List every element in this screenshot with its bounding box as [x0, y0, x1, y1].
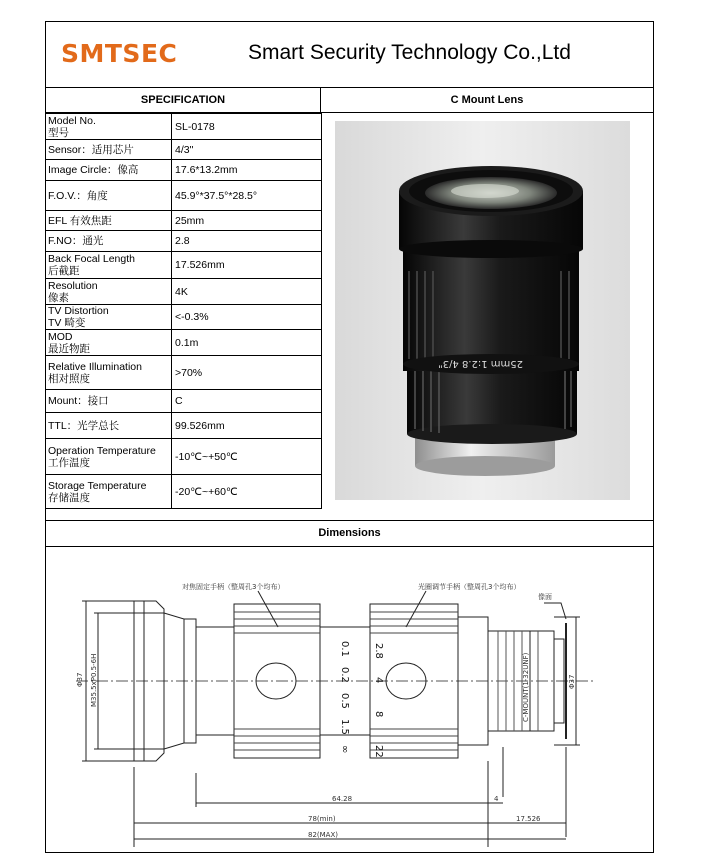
spec-row: [46, 160, 322, 181]
spec-row: [46, 211, 322, 231]
spec-label-cn: TV 畸变: [48, 317, 86, 329]
spec-label-cell: [46, 114, 172, 140]
spec-value: -10℃~+50℃: [172, 439, 322, 475]
spec-label: Back Focal Length: [48, 253, 135, 265]
spec-label: Mount：接口: [48, 395, 109, 407]
company-name: Smart Security Technology Co.,Ltd: [248, 41, 571, 64]
spec-label-cn: 型号: [48, 126, 69, 139]
spec-label: Resolution: [48, 279, 98, 292]
spec-row: [46, 279, 322, 305]
spec-row: [46, 356, 322, 390]
dim-78: 78(min): [308, 815, 336, 823]
spec-label-cell: [46, 231, 172, 252]
spec-value: 2.8: [172, 231, 322, 252]
spec-label-cell: [46, 181, 172, 211]
note-focus-handle: 对焦固定手柄（整周孔3个均布）: [182, 583, 285, 591]
spec-label-cn: 后截距: [48, 265, 80, 277]
label-diam-left: Φ37: [76, 672, 84, 687]
spec-label: F.O.V.：角度: [48, 189, 108, 202]
spec-value: 99.526mm: [172, 413, 322, 439]
spec-value: 45.9°*37.5°*28.5°: [172, 181, 322, 211]
spec-label: Relative Illumination: [48, 360, 142, 373]
spec-value: C: [172, 390, 322, 413]
spec-label-cell: [46, 252, 172, 279]
spec-label: Sensor：适用芯片: [48, 143, 134, 156]
label-diam-right: Φ37: [568, 674, 576, 689]
spec-label-cn: 像素: [48, 291, 69, 304]
technical-drawing: [46, 547, 653, 852]
spec-label: Storage Temperature: [48, 479, 147, 492]
note-aperture-handle: 光圈调节手柄（整周孔3个均布）: [418, 583, 521, 591]
spec-value: <-0.3%: [172, 305, 322, 330]
spec-label-cn: 存储温度: [48, 491, 90, 504]
spec-value: >70%: [172, 356, 322, 390]
spec-label: Image Circle：像高: [48, 164, 139, 176]
spec-row: [46, 181, 322, 211]
spec-label: F.NO：通光: [48, 235, 104, 247]
spec-row: [46, 231, 322, 252]
spec-row: [46, 140, 322, 160]
spec-label: EFL 有效焦距: [48, 214, 112, 227]
spec-label-cell: [46, 305, 172, 330]
spec-row: [46, 475, 322, 509]
spec-row: [46, 439, 322, 475]
dim-17: 17.526: [516, 815, 541, 823]
focus-scale-mark: 0.1: [339, 641, 350, 657]
spec-row: [46, 413, 322, 439]
spec-label-cell: [46, 413, 172, 439]
focus-scale-mark: 0.2: [339, 667, 350, 683]
spec-label-cn: 相对照度: [48, 372, 90, 385]
spec-label: Model No.: [48, 114, 96, 127]
lens-heading: C Mount Lens: [321, 87, 653, 113]
aperture-scale-mark: 22: [373, 745, 384, 758]
spec-value: 17.526mm: [172, 252, 322, 279]
spec-label-cell: [46, 211, 172, 231]
spec-label: Operation Temperature: [48, 444, 156, 457]
spec-label-cn: 工作温度: [48, 456, 90, 469]
lens-photo: [335, 121, 630, 500]
spec-label: MOD: [48, 330, 73, 343]
aperture-scale-mark: 2.8: [373, 643, 384, 659]
spec-row: [46, 114, 322, 140]
spec-value: 25mm: [172, 211, 322, 231]
spec-row: [46, 330, 322, 356]
spec-label-cell: [46, 160, 172, 181]
aperture-scale-mark: 4: [373, 677, 384, 684]
company-logo: SMTSEC: [61, 39, 178, 68]
spec-sheet: [45, 21, 654, 853]
dimension-drawing: [46, 547, 653, 852]
spec-label: TTL：光学总长: [48, 419, 120, 432]
focus-scale-mark: ∞: [339, 745, 350, 754]
aperture-scale-mark: 8: [373, 711, 384, 718]
lens-photo-image: [335, 121, 630, 500]
spec-row: [46, 252, 322, 279]
dim-82: 82(MAX): [308, 831, 338, 839]
spec-table: [46, 113, 322, 509]
dimensions-heading: Dimensions: [46, 520, 653, 547]
lens-marking-text: 25mm 1:2.8 4/3": [438, 358, 523, 369]
label-thread-left: M35.5xP0.5-6H: [90, 653, 98, 707]
spec-value: 0.1m: [172, 330, 322, 356]
spec-label-cell: [46, 439, 172, 475]
spec-label-cell: [46, 330, 172, 356]
spec-label: TV Distortion: [48, 305, 109, 317]
spec-row: [46, 390, 322, 413]
spec-label-cn: 最近物距: [48, 342, 90, 355]
spec-value: SL-0178: [172, 114, 322, 140]
spec-label-cell: [46, 390, 172, 413]
spec-label-cell: [46, 279, 172, 305]
spec-label-cell: [46, 356, 172, 390]
specification-heading: SPECIFICATION: [46, 87, 321, 113]
spec-value: 4/3": [172, 140, 322, 160]
focus-scale-mark: 0.5: [339, 693, 350, 709]
label-cmount: C-MOUNT(1-32UNF): [522, 652, 530, 722]
spec-row: [46, 305, 322, 330]
spec-label-cell: [46, 140, 172, 160]
focus-scale-mark: 1.5: [339, 719, 350, 735]
dim-4: 4: [494, 795, 499, 803]
spec-value: 17.6*13.2mm: [172, 160, 322, 181]
header: [46, 22, 653, 88]
note-image-plane: 像面: [538, 593, 552, 601]
dim-64: 64.28: [332, 795, 353, 803]
spec-label-cell: [46, 475, 172, 509]
spec-value: 4K: [172, 279, 322, 305]
spec-value: -20℃~+60℃: [172, 475, 322, 509]
